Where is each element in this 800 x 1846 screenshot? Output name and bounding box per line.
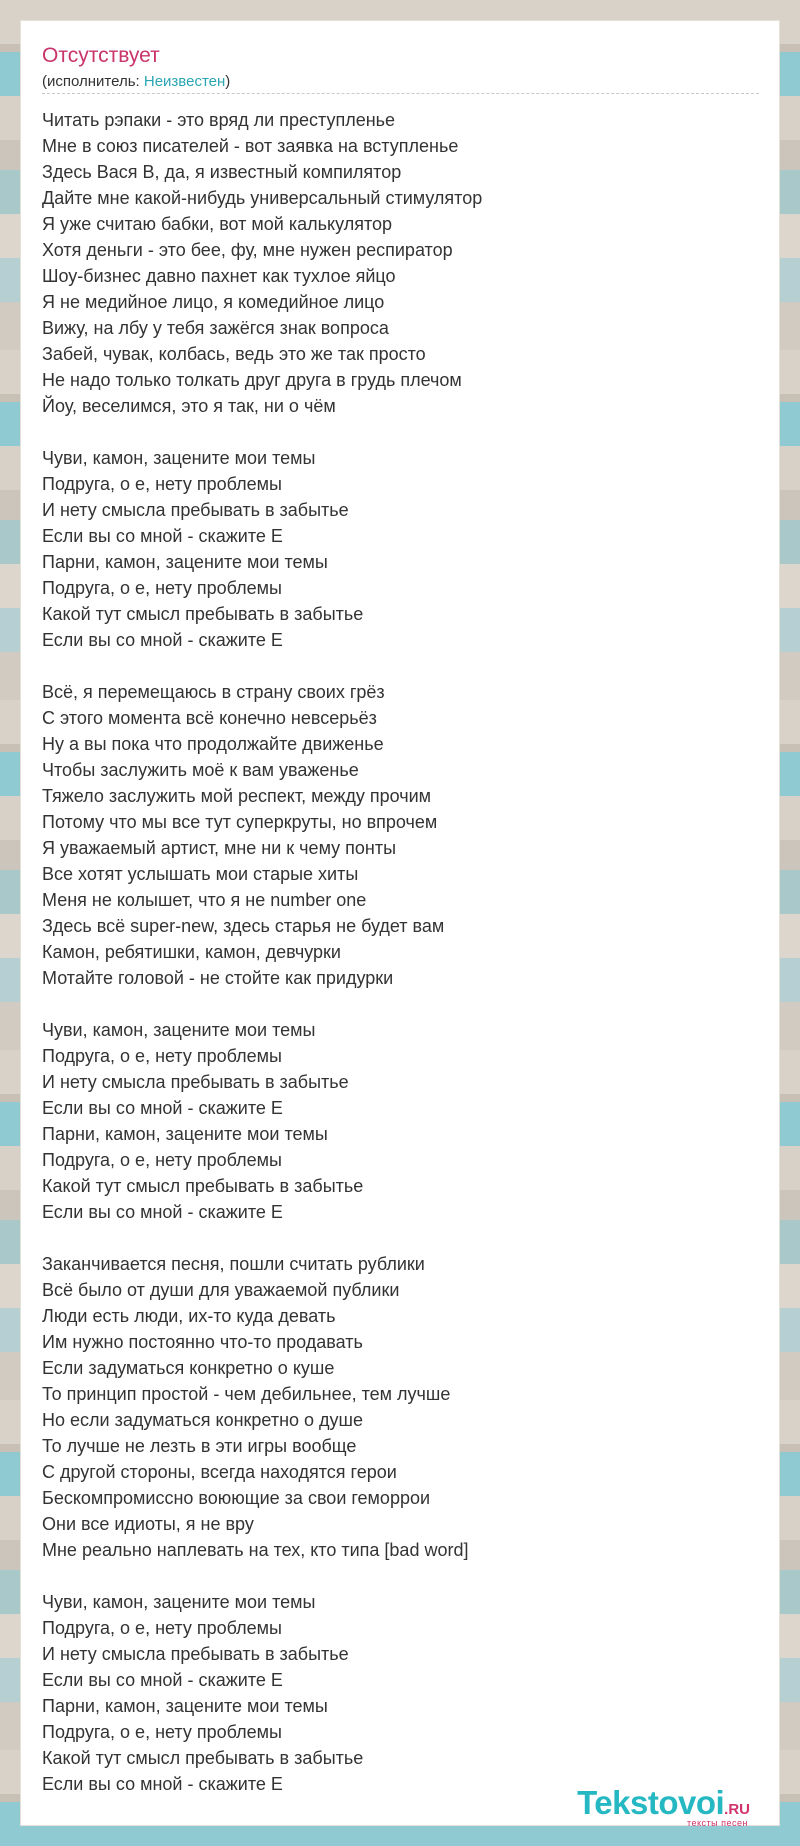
lyric-line: Ну а вы пока что продолжайте движенье: [42, 734, 384, 754]
lyric-line: И нету смысла пребывать в забытье: [42, 1644, 349, 1664]
lyric-line: Если вы со мной - скажите Е: [42, 630, 283, 650]
lyrics-card: [21, 21, 779, 1828]
lyric-line: Но если задуматься конкретно о душе: [42, 1410, 363, 1430]
lyric-line: Чуви, камон, зацените мои темы: [42, 1592, 316, 1612]
lyric-line: Подруга, о е, нету проблемы: [42, 1150, 282, 1170]
logo-domain: .RU: [724, 1801, 750, 1818]
lyric-line: Парни, камон, зацените мои темы: [42, 552, 328, 572]
lyric-line: Вижу, на лбу у тебя зажёгся знак вопроса: [42, 318, 389, 338]
lyric-line: Читать рэпаки - это вряд ли преступленье: [42, 110, 396, 130]
lyric-line: Им нужно постоянно что-то продавать: [42, 1332, 363, 1352]
lyric-line: Мотайте головой - не стойте как придурки: [42, 968, 394, 988]
lyric-line: Здесь Вася В, да, я известный компилятор: [42, 162, 402, 182]
lyric-line: Какой тут смысл пребывать в забытье: [42, 604, 364, 624]
lyric-line: Если вы со мной - скажите Е: [42, 1098, 283, 1118]
lyric-line: Они все идиоты, я не вру: [42, 1514, 254, 1534]
lyric-line: Подруга, о е, нету проблемы: [42, 1046, 282, 1066]
lyric-line: Здесь всё super-new, здесь старья не будет вам: [42, 916, 445, 936]
logo-tagline: тексты песен: [686, 1818, 748, 1828]
lyric-line: Если вы со мной - скажите Е: [42, 1202, 283, 1222]
lyric-line: Подруга, о е, нету проблемы: [42, 1722, 282, 1742]
lyric-line: Шоу-бизнес давно пахнет как тухлое яйцо: [42, 266, 396, 286]
lyric-line: Подруга, о е, нету проблемы: [42, 1618, 282, 1638]
lyric-line: Какой тут смысл пребывать в забытье: [42, 1748, 364, 1768]
lyric-line: Хотя деньги - это бее, фу, мне нужен респиратор: [42, 240, 453, 260]
lyric-line: Люди есть люди, их-то куда девать: [42, 1306, 336, 1326]
lyric-line: Подруга, о е, нету проблемы: [42, 474, 282, 494]
lyric-line: Бескомпромиссно воюющие за свои геморрои: [42, 1488, 431, 1508]
lyric-line: Чтобы заслужить моё к вам уваженье: [42, 760, 359, 780]
lyric-line: Если вы со мной - скажите Е: [42, 1670, 283, 1690]
lyric-line: Я уже считаю бабки, вот мой калькулятор: [42, 214, 393, 234]
lyric-line: Мне реально наплевать на тех, кто типа [bad word]: [42, 1540, 469, 1560]
lyrics-text: [42, 107, 759, 1797]
lyric-line: То принцип простой - чем дебильнее, тем лучше: [42, 1384, 451, 1404]
lyric-line: И нету смысла пребывать в забытье: [42, 500, 349, 520]
lyric-line: Забей, чувак, колбась, ведь это же так просто: [42, 344, 426, 364]
lyric-line: Подруга, о е, нету проблемы: [42, 578, 282, 598]
artist-suffix: ): [225, 73, 231, 90]
lyric-line: Если вы со мной - скажите Е: [42, 1774, 283, 1794]
lyric-line: Я не медийное лицо, я комедийное лицо: [42, 292, 385, 312]
stanza-gap: [42, 419, 759, 445]
stanza-gap: [42, 991, 759, 1017]
song-title: Отсутствует: [42, 44, 160, 67]
lyric-line: Камон, ребятишки, камон, девчурки: [42, 942, 341, 962]
logo-wordmark: Tekstovoi: [577, 1784, 725, 1821]
artist-link[interactable]: Неизвестен: [143, 73, 226, 90]
lyric-line: Дайте мне какой-нибудь универсальный стимулятор: [42, 188, 483, 208]
lyric-line: То лучше не лезть в эти игры вообще: [42, 1436, 357, 1456]
stanza-gap: [42, 1563, 759, 1589]
lyric-line: Я уважаемый артист, мне ни к чему понты: [42, 838, 397, 858]
stanza-gap: [42, 1225, 759, 1251]
lyric-line: С этого момента всё конечно невсерьёз: [42, 708, 377, 728]
lyric-line: Всё, я перемещаюсь в страну своих грёз: [42, 682, 385, 702]
lyric-line: Парни, камон, зацените мои темы: [42, 1696, 328, 1716]
lyric-line: Парни, камон, зацените мои темы: [42, 1124, 328, 1144]
lyric-line: Если вы со мной - скажите Е: [42, 526, 283, 546]
title-divider: [42, 93, 759, 94]
lyric-line: Всё было от души для уважаемой публики: [42, 1280, 400, 1300]
lyric-line: Йоу, веселимся, это я так, ни о чём: [42, 396, 336, 416]
lyric-line: Чуви, камон, зацените мои темы: [42, 1020, 316, 1040]
lyric-line: Чуви, камон, зацените мои темы: [42, 448, 316, 468]
lyric-line: Какой тут смысл пребывать в забытье: [42, 1176, 364, 1196]
lyric-line: Меня не колышет, что я не number one: [42, 890, 367, 910]
lyric-line: Мне в союз писателей - вот заявка на вступленье: [42, 136, 459, 156]
lyric-line: Заканчивается песня, пошли считать рублики: [42, 1254, 425, 1274]
lyric-line: Не надо только толкать друг друга в грудь плечом: [42, 370, 462, 390]
lyric-line: Потому что мы все тут суперкруты, но впрочем: [42, 812, 438, 832]
lyric-line: И нету смысла пребывать в забытье: [42, 1072, 349, 1092]
artist-line: [42, 73, 230, 91]
artist-prefix: (исполнитель:: [42, 73, 144, 90]
lyric-line: Все хотят услышать мои старые хиты: [42, 864, 359, 884]
lyric-line: Тяжело заслужить мой респект, между прочим: [42, 786, 432, 806]
site-logo[interactable]: [577, 1784, 750, 1828]
stanza-gap: [42, 653, 759, 679]
lyric-line: С другой стороны, всегда находятся герои: [42, 1462, 397, 1482]
lyric-line: Если задуматься конкретно о куше: [42, 1358, 335, 1378]
